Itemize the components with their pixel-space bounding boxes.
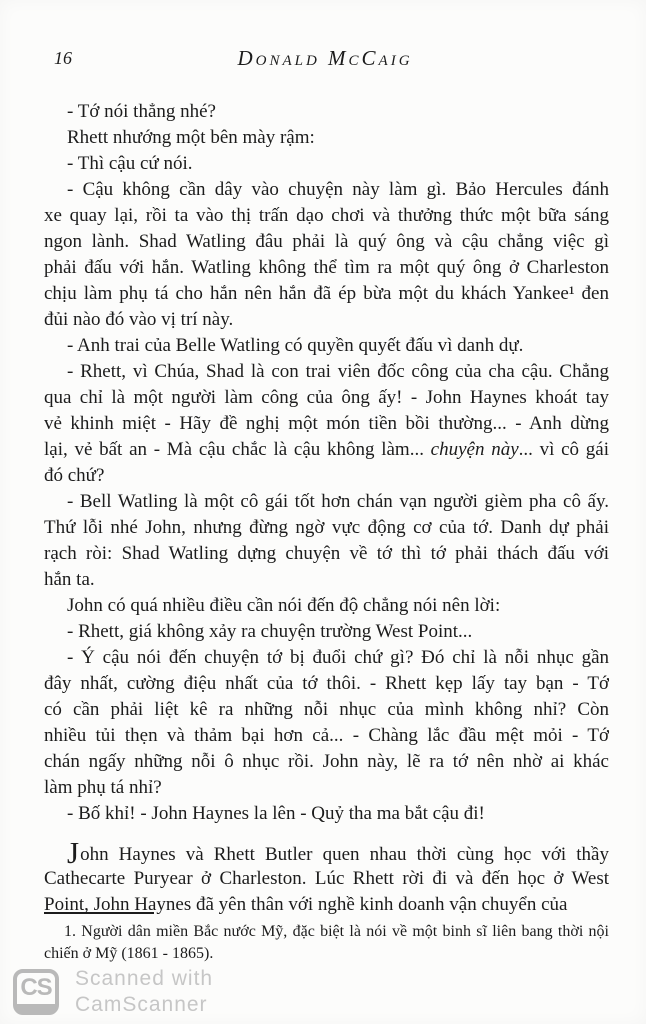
page-number: 16 <box>54 48 72 68</box>
text-line: lại, vẻ bất an - Mà cậu chắc là cậu không làm... chuyện này... vì cô gái <box>44 439 609 460</box>
text-line: vẻ khinh miệt - Hãy đề nghị một món tiền bồi thường... - Anh dừng <box>44 413 609 434</box>
text-line: - Thì cậu cứ nói. <box>67 153 193 174</box>
paragraph <box>44 333 609 359</box>
running-header-title: Donald McCaig <box>237 46 413 70</box>
footnote-line: chiến ở Mỹ (1861 - 1865). <box>44 945 214 962</box>
camscanner-logo-text: CS <box>20 974 52 1001</box>
footnote-text <box>44 921 609 965</box>
text-line: - Rhett, vì Chúa, Shad là con trai viên đốc công của cha cậu. Chẳng <box>67 361 609 382</box>
text-line: - Cậu không cần dây vào chuyện này làm gì. Bảo Hercules đánh <box>67 179 609 200</box>
text-line: - Rhett, giá không xảy ra chuyện trường West Point... <box>67 621 473 642</box>
drop-cap: J <box>67 840 81 866</box>
text-line: - Bell Watling là một cô gái tốt hơn chán vạn người gièm pha cô ấy. <box>67 491 609 512</box>
paragraph <box>44 359 609 489</box>
text-line: Thứ lỗi nhé John, nhưng đừng ngờ vực động cơ của tớ. Danh dự phải <box>44 517 609 538</box>
text-line: John có quá nhiều điều cần nói đến độ chẳng nói nên lời: <box>67 595 501 616</box>
text-line: chịu làm phụ tá cho hắn nên hắn đã ép bừa một du khách Yankee¹ đen <box>44 283 609 304</box>
footnote <box>44 912 609 965</box>
paragraph <box>44 801 609 827</box>
paragraph <box>44 593 609 619</box>
text-line: phải đấu với hắn. Watling không thể tìm ra một quý ông ở Charleston <box>44 257 609 278</box>
text-line: Cathecarte Puryear ở Charleston. Lúc Rhett rời đi và đến học ở West <box>44 868 609 889</box>
text-line: chán ngấy những nỗi ô nhục rồi. John này, lẽ ra tớ nên nhờ ai khác <box>44 751 609 772</box>
text-line: đó chứ? <box>44 465 105 486</box>
text-line: Rhett nhướng một bên mày rậm: <box>67 127 315 148</box>
paragraph <box>44 99 609 125</box>
text-line: - Bố khỉ! - John Haynes la lên - Quỷ tha ma bắt cậu đi! <box>67 803 485 824</box>
camscanner-logo-bar <box>16 1004 56 1012</box>
text-line: qua chỉ là một người làm công của ông ấy! - John Haynes khoát tay <box>44 387 609 408</box>
camscanner-label-line2: CamScanner <box>75 993 208 1016</box>
text-line: có cần phải liệt kê ra những nỗi nhục của mình không nhỉ? Còn <box>44 699 609 720</box>
text-line: làm phụ tá nhỉ? <box>44 777 162 798</box>
text-line: rạch ròi: Shad Watling dựng chuyện về tớ thì tớ phải thách đấu với <box>44 543 609 564</box>
camscanner-watermark <box>13 966 213 1018</box>
paragraph <box>44 151 609 177</box>
paragraph <box>44 489 609 593</box>
camscanner-logo-icon <box>13 969 59 1015</box>
paragraph <box>44 645 609 801</box>
camscanner-label <box>75 966 213 1018</box>
text-line: nhiều tủi thẹn và thảm bại hơn cả... - Chàng lắc đầu mệt mỏi - Tớ <box>44 725 609 746</box>
text-line: xe quay lại, rồi ta vào thị trấn dạo chơi và thưởng thức một bữa sáng <box>44 205 609 226</box>
text-line: đây nhất, cường điệu nhất của tớ thôi. - Rhett kẹp lấy tay bạn - Tớ <box>44 673 609 694</box>
text-line: ngon lành. Shad Watling đâu phải là quý ông và cậu chẳng việc gì <box>44 231 609 252</box>
footnote-rule <box>44 912 154 914</box>
text-line: - Anh trai của Belle Watling có quyền quyết đấu vì danh dự. <box>67 335 524 356</box>
text-line: John Haynes và Rhett Butler quen nhau thời cùng học với thầy <box>44 840 609 866</box>
paragraph <box>44 619 609 645</box>
paragraph <box>44 125 609 151</box>
footnote-line: 1. Người dân miền Bắc nước Mỹ, đặc biệt là nói về một binh sĩ liên bang thời nội <box>64 923 609 940</box>
paragraph <box>44 840 609 918</box>
text-line: đủi nào đó vào vị trí này. <box>44 309 234 330</box>
text-line: - Ý cậu nói đến chuyện tớ bị đuổi chứ gì? Đó chỉ là nỗi nhục gần <box>67 647 609 668</box>
body-text <box>44 99 609 918</box>
text-line: - Tớ nói thẳng nhé? <box>67 101 216 122</box>
paragraph <box>44 177 609 333</box>
camscanner-label-line1: Scanned with <box>75 967 214 990</box>
text-line: Point, John Haynes đã yên thân với nghề kinh doanh vận chuyển của <box>44 894 568 915</box>
running-header <box>44 46 606 74</box>
text-line: hắn ta. <box>44 569 95 590</box>
